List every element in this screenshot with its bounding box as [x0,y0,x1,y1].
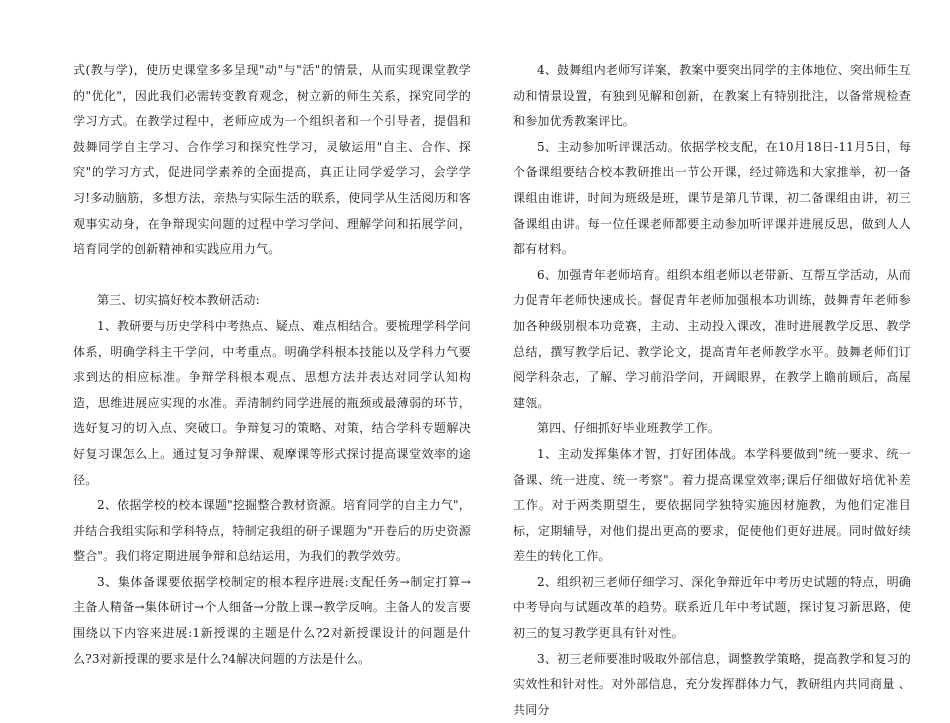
left-column [73,58,471,672]
section-heading-third: 第三、切实搞好校本教研活动: [97,293,260,308]
paragraph-item-4: 4、鼓舞组内老师写详案，教案中要突出同学的主体地位、突出师生互动和情景设置，有独到见解和创新，在教案上有特别批注，以备常规检查和参加优秀教案评比。 [513,63,911,129]
paragraph-teaching-method: 式(教与学)，使历史课堂多多呈现"动"与"活"的情景，从而实现课堂教学的"优化"，因此我们必需转变教育观念，树立新的师生关系，探究同学的学习方式。在教学过程中，老师应成为一个组织者和一个引导者，提倡和鼓舞同学自主学习、合作学习和探究性学习，灵敏运用"自主、合作、探究"的学习方式，促进同学素养的全面提高，真正让同学爱学习，会学学习!多动脑筋，多想方法，亲热与实际生活的联系，使同学从生活阅历和客观事实动身，在争辩现实问题的过程中学习学问、理解学问和拓展学问，培育同学的创新精神和实践应用力气。 [73,63,471,257]
right-column [513,58,911,723]
paragraph-gap [73,263,471,289]
paragraph-graduating-1: 1、主动发挥集体才智，打好团体战。本学科要做到"统一要求、统一备课、统一进度、统一考察"。着力提高课堂效率;课后仔细做好培优补差工作。对于两类期望生，要依据同学独特实施因材施教，为他们定准目标，定期辅导，对他们提出更高的要求，促使他们更好进展。同时做好续差生的转化工作。 [513,446,911,564]
paragraph-graduating-2: 2、组织初三老师仔细学习、深化争辩近年中考历史试题的特点，明确中考导向与试题改革的趋势。联系近几年中考试题，探讨复习新思路，使初三的复习教学更具有针对性。 [513,574,911,641]
section-heading-fourth: 第四、仔细抓好毕业班教学工作。 [537,421,721,436]
paragraph-item-3: 3、集体备课要依据学校制定的根本程序进展:支配任务→制定打算→主备人精备→集体研讨→个人细备→分散上课→教学反响。主备人的发言要围绕以下内容来进展:1新授课的主题是什么?2对新授课设计的问题是什么?3对新授课的要求是什么?4解决问题的方法是什么。 [73,574,471,666]
paragraph-item-6: 6、加强青年老师培育。组织本组老师以老带新、互帮互学活动，从而力促青年老师快速成长。督促青年老师加强根本功训练，鼓舞青年老师参加各种级别根本功竞赛，主动、主动投入课改，准时进展教学反思、教学总结，撰写教学后记、教学论文，提高青年老师教学水平。鼓舞老师们订阅学科杂志，了解、学习前沿学问，开阔眼界，在教学上瞻前顾后，高屋建瓴。 [513,267,911,410]
paragraph-graduating-3: 3、初三老师要准时吸取外部信息，调整教学策略，提高教学和复习的实效性和针对性。对外部信息，充分发挥群体力气，教研组内共同商量 、共同分 [513,651,911,717]
paragraph-item-5: 5、主动参加听评课活动。依据学校支配，在10月18日-11月5日，每个备课组要结合校本教研推出一节公开课，经过筛选和大家推举，初一备课组由谁讲，时间为班级是班，课节是第几节课，初二备课组由讲，初三备课组由讲。每一位任课老师都要主动参加听评课并进展反思，做到人人都有材料。 [513,139,911,257]
paragraph-item-1: 1、教研要与历史学科中考热点、疑点、难点相结合。要梳理学科学问体系，明确学科主干学问，中考重点。明确学科根本技能以及学科力气要求到达的相应标准。争辩学科根本观点、思想方法并表达对同学认知构造，思维进展应实现的水准。弄清制约同学进展的瓶颈或最薄弱的环节，选好复习的切入点、突破口。争辩复习的策略、对策，结合学科专题解决好复习课怎么上。通过复习争辩课、观摩课等形式探讨提高课堂效率的途径。 [73,318,471,487]
paragraph-item-2: 2、依据学校的校本课题"挖掘整合教材资源。培育同学的自主力气"，并结合我组实际和学科特点，特制定我组的研子课题为"开卷后的历史资源整合"。我们将定期进展争辩和总结运用，为我们的教学效劳。 [73,498,471,564]
